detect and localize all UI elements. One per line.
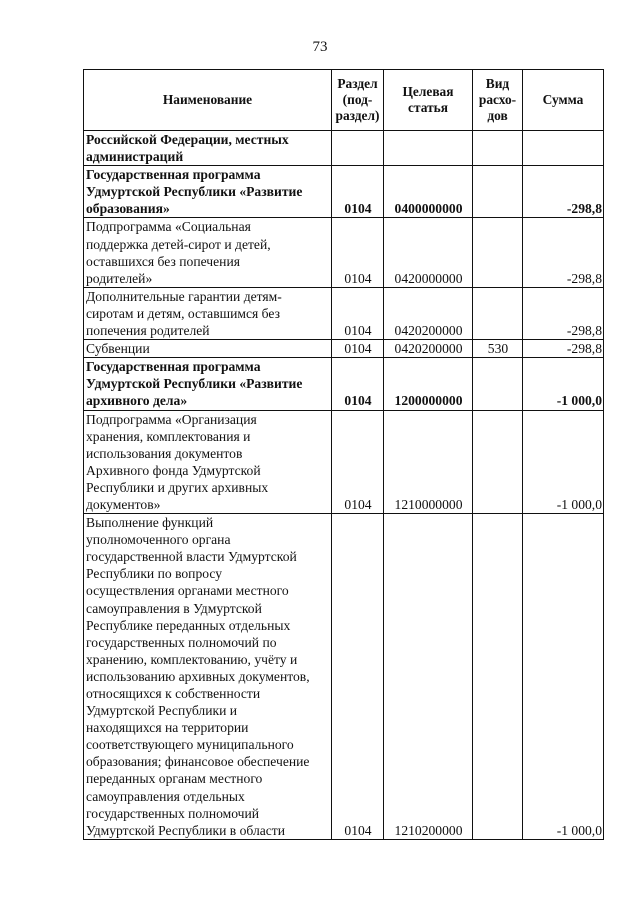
table-row — [84, 166, 604, 218]
row-expense-type-cell — [473, 514, 523, 840]
header-amount: Сумма — [523, 70, 604, 131]
row-section-cell: 0104 — [332, 514, 384, 840]
row-target-cell: 0420200000 — [384, 287, 473, 339]
row-section-cell: 0104 — [332, 218, 384, 287]
table-row — [84, 514, 604, 840]
header-name: Наименование — [84, 70, 332, 131]
row-expense-type-cell: 530 — [473, 340, 523, 358]
row-name-cell: Дополнительные гарантии детям- сиротам и детям, оставшимся без попечения родителей — [84, 287, 332, 339]
table-row — [84, 218, 604, 287]
row-section-cell: 0104 — [332, 287, 384, 339]
row-amount-cell: -1 000,0 — [523, 514, 604, 840]
row-target-cell: 0400000000 — [384, 166, 473, 218]
row-section-cell: 0104 — [332, 340, 384, 358]
header-expense-type: Вид расхо- дов — [473, 70, 523, 131]
table-header-row — [84, 70, 604, 131]
budget-table — [83, 69, 604, 840]
row-name-cell: Подпрограмма «Социальная поддержка детей-сирот и детей, оставшихся без попечения родителей» — [84, 218, 332, 287]
table-row — [84, 358, 604, 410]
row-target-cell: 1210000000 — [384, 410, 473, 514]
row-section-cell: 0104 — [332, 410, 384, 514]
row-amount-cell: -298,8 — [523, 340, 604, 358]
row-target-cell: 0420000000 — [384, 218, 473, 287]
row-amount-cell: -298,8 — [523, 166, 604, 218]
row-expense-type-cell — [473, 218, 523, 287]
header-target: Целевая статья — [384, 70, 473, 131]
row-section-cell: 0104 — [332, 358, 384, 410]
row-amount-cell — [523, 131, 604, 166]
row-name-cell: Российской Федерации, местных администраций — [84, 131, 332, 166]
row-section-cell: 0104 — [332, 166, 384, 218]
row-name-cell: Подпрограмма «Организация хранения, комплектования и использования документов Архивного фонда Удмуртской Республики и других архивных документов» — [84, 410, 332, 514]
table-row — [84, 287, 604, 339]
row-target-cell — [384, 131, 473, 166]
table-row — [84, 410, 604, 514]
row-amount-cell: -1 000,0 — [523, 358, 604, 410]
row-amount-cell: -1 000,0 — [523, 410, 604, 514]
row-expense-type-cell — [473, 410, 523, 514]
row-expense-type-cell — [473, 131, 523, 166]
row-name-cell: Субвенции — [84, 340, 332, 358]
row-expense-type-cell — [473, 166, 523, 218]
row-name-cell: Выполнение функций уполномоченного органа государственной власти Удмуртской Республики по вопросу осуществления органами местного самоуправления в Удмуртской Республике переданных отдельных государственных полномочий по хранению, комплектованию, учёту и использованию архивных документов, относящихся к собственности Удмуртской Республики и находящихся на территории соответствующего муниципального образования; финансовое обеспечение переданных органам местного самоуправления отдельных государственных полномочий Удмуртской Республики в области — [84, 514, 332, 840]
row-target-cell: 0420200000 — [384, 340, 473, 358]
table-row — [84, 131, 604, 166]
row-amount-cell: -298,8 — [523, 218, 604, 287]
row-name-cell: Государственная программа Удмуртской Республики «Развитие архивного дела» — [84, 358, 332, 410]
table-row — [84, 340, 604, 358]
row-expense-type-cell — [473, 287, 523, 339]
row-target-cell: 1210200000 — [384, 514, 473, 840]
row-expense-type-cell — [473, 358, 523, 410]
row-name-cell: Государственная программа Удмуртской Республики «Развитие образования» — [84, 166, 332, 218]
page-number: 73 — [312, 39, 328, 55]
row-amount-cell: -298,8 — [523, 287, 604, 339]
table-body — [84, 131, 604, 840]
header-section: Раздел (под- раздел) — [332, 70, 384, 131]
row-target-cell: 1200000000 — [384, 358, 473, 410]
row-section-cell — [332, 131, 384, 166]
